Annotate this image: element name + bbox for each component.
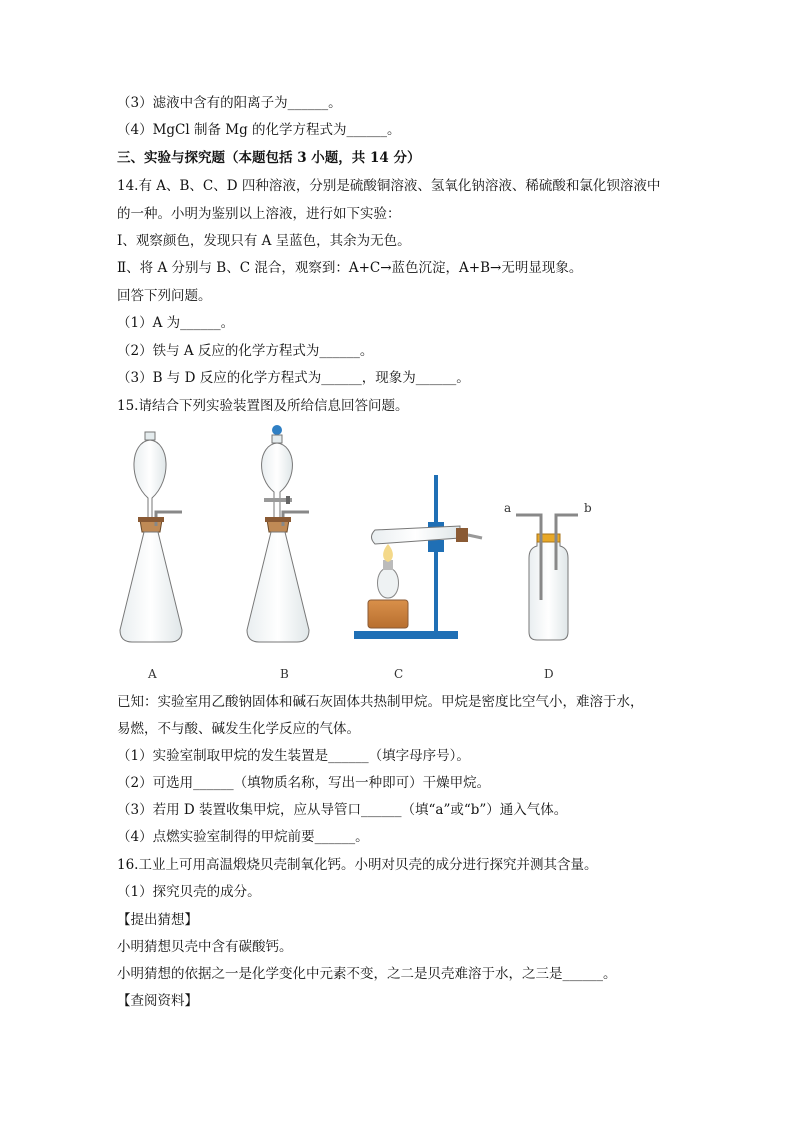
text-line: （3）滤液中含有的阳离子为______。 (117, 95, 342, 111)
text-line: 小明猜想的依据之一是化学变化中元素不变，之二是贝壳难溶于水，之三是______。 (117, 966, 617, 982)
text-line: （2）可选用______（填物质名称，写出一种即可）干燥甲烷。 (117, 775, 491, 791)
label-c: C (394, 667, 404, 681)
apparatus-b (247, 425, 309, 642)
label-d: D (544, 667, 554, 681)
text-line: （4）MgCl 制备 Mg 的化学方程式为______。 (117, 122, 401, 138)
tube-label-b: b (584, 501, 592, 515)
text-line: Ⅰ、观察颜色，发现只有 A 呈蓝色，其余为无色。 (117, 233, 411, 249)
question-14: 14.有 A、B、C、D 四种溶液，分别是硫酸铜溶液、氢氧化钠溶液、稀硫酸和氯化钡溶液中 (117, 178, 661, 194)
text-line: （2）铁与 A 反应的化学方程式为______。 (117, 343, 374, 359)
text-line: 【查阅资料】 (117, 993, 198, 1009)
text-line: （1）实验室制取甲烷的发生装置是______（填字母序号）。 (117, 748, 470, 764)
text-line: （1）探究贝壳的成分。 (117, 884, 261, 900)
question-15: 15.请结合下列实验装置图及所给信息回答问题。 (117, 398, 409, 414)
text-line: 【提出猜想】 (117, 912, 198, 928)
text-line: （3）若用 D 装置收集甲烷，应从导管口______（填“a”或“b”）通入气体。 (117, 802, 568, 818)
text-line: （3）B 与 D 反应的化学方程式为______，现象为______。 (117, 370, 470, 386)
apparatus-a (120, 432, 182, 642)
apparatus-c (354, 475, 482, 639)
tube-label-a: a (504, 501, 512, 515)
section-heading: 三、实验与探究题（本题包括 3 小题，共 14 分） (117, 150, 421, 166)
text-line: 回答下列问题。 (117, 288, 212, 304)
question-16: 16.工业上可用高温煅烧贝壳制氧化钙。小明对贝壳的成分进行探究并测其含量。 (117, 857, 598, 873)
text-line: Ⅱ、将 A 分别与 B、C 混合，观察到：A+C→蓝色沉淀，A+B→无明显现象。 (117, 260, 583, 276)
text-line: （4）点燃实验室制得的甲烷前要______。 (117, 829, 369, 845)
text-line: （1）A 为______。 (117, 315, 235, 331)
apparatus-d (504, 501, 592, 640)
apparatus-diagram (100, 420, 720, 690)
label-b: B (280, 667, 289, 681)
text-line: 小明猜想贝壳中含有碳酸钙。 (117, 939, 293, 955)
text-line: 已知：实验室用乙酸钠固体和碱石灰固体共热制甲烷。甲烷是密度比空气小，难溶于水， (117, 694, 644, 710)
text-line: 的一种。小明为鉴别以上溶液，进行如下实验： (117, 206, 401, 222)
apparatus-figure (100, 420, 720, 690)
text-line: 易燃，不与酸、碱发生化学反应的气体。 (117, 721, 360, 737)
label-a: A (148, 667, 157, 681)
